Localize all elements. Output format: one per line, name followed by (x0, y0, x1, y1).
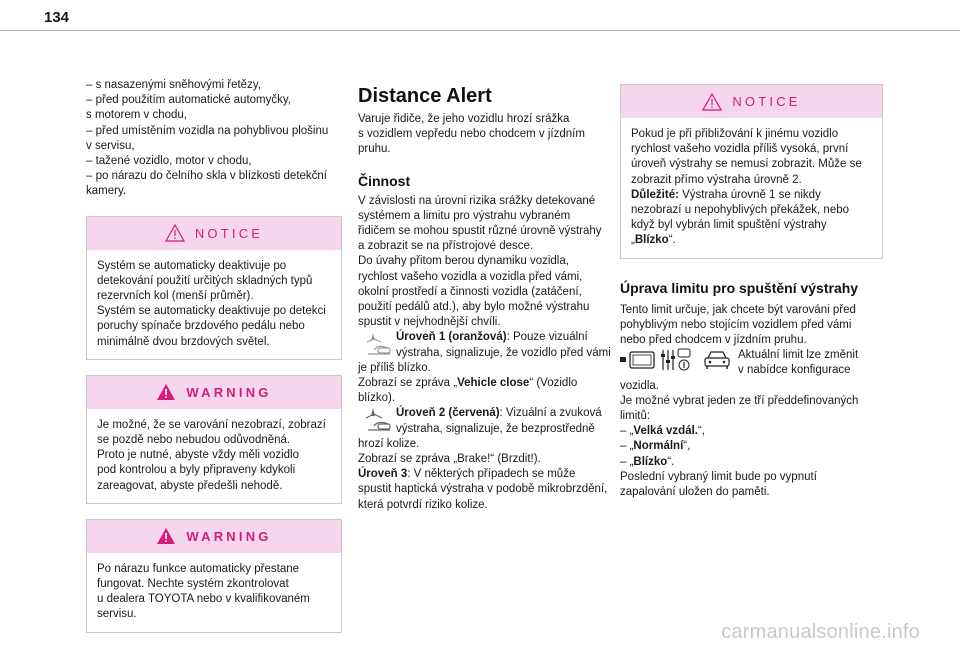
warning-triangle-icon (156, 527, 176, 545)
quote-open: „ (631, 234, 635, 247)
intro-line: s vozidlem vepředu nebo chodcem v jízdním (358, 128, 585, 141)
option-far: Velká vzdál. (633, 425, 698, 438)
notice-line: Pokud je při přibližování k jinému vozidlo (631, 128, 839, 140)
level2-label: Úroveň 2 (červená) (396, 407, 500, 420)
level3-line (358, 467, 616, 482)
notice-line: zobrazit přímo výstraha úrovně 2. (631, 173, 802, 186)
notice-title: NOTICE (194, 225, 264, 241)
warning-box (86, 519, 342, 633)
body-line: Je možné vybrat jeden ze tří předdefinovaných (620, 394, 859, 407)
warning-line: u dealera TOYOTA nebo v kvalifikovaném (97, 593, 310, 606)
intro-line: nebo před chodcem v jízdním pruhu. (620, 334, 807, 347)
warning-line: Je možné, že se varování nezobrazí, zobrazí (97, 418, 326, 431)
warning-body (87, 553, 341, 632)
conditions-list (86, 78, 342, 200)
warning-line: servisu. (97, 608, 137, 621)
intro-line: Tento limit určuje, jak chcete být varováni před (620, 303, 856, 316)
notice-line (631, 233, 872, 248)
warning-line: zareagovat, abyste předešli nehodě. (97, 479, 283, 492)
msg-prefix: Zobrazí se zpráva „ (358, 377, 458, 390)
quote-close: “. (668, 234, 676, 247)
config-icons (620, 348, 732, 372)
level1-line: blízko). (358, 392, 396, 405)
level1-label: Úroveň 1 (oranžová) (396, 331, 507, 344)
warning-box (86, 375, 342, 504)
notice-line: nezobrazí u nepohyblivých překážek, nebo (631, 204, 850, 217)
level1-message (358, 376, 616, 391)
level2-text: : Vizuální a zvuková (499, 407, 602, 420)
warning-header (87, 376, 341, 409)
notice-triangle-icon (702, 93, 722, 111)
body-line: použití pedálů atd.), aby bylo možné výstrahu (358, 301, 590, 314)
section-intro (358, 112, 616, 158)
page-number: 134 (44, 9, 70, 26)
operation-text (358, 194, 616, 513)
option-item: – „Normální“, (620, 440, 691, 453)
car-front-icon (702, 349, 732, 371)
limit-text (620, 303, 883, 501)
body-line: Do úvahy přitom berou dynamiku vozidla, (358, 255, 569, 268)
level2-line: výstraha, signalizuje, že bezprostředně (396, 422, 595, 435)
warning-title: WARNING (186, 384, 272, 400)
warning-body (87, 409, 341, 503)
icon-text: v nabídce konfigurace (738, 364, 851, 377)
body-line: systémem a limitu pro výstrahu vybraném (358, 209, 571, 222)
icon-text: Aktuální limit lze změnit (738, 349, 859, 362)
option-close: Blízko (634, 234, 669, 247)
msg-suffix: “ (Vozidlo (529, 377, 578, 390)
level1-line: výstraha, signalizuje, že vozidlo před vámi (396, 346, 611, 359)
top-rule (0, 30, 960, 31)
list-item: s motorem v chodu, (86, 109, 187, 122)
section-title: Distance Alert (358, 85, 492, 107)
notice-body (621, 118, 882, 258)
notice-line: poruchy spínače brzdového pedálu nebo (97, 320, 305, 333)
list-item: v servisu, (86, 139, 135, 152)
distance-alert-level1-icon (364, 330, 392, 358)
body-line: Poslední vybraný limit bude po vypnutí (620, 470, 817, 483)
level1-line (358, 330, 616, 345)
msg-vehicle-close: Vehicle close (457, 377, 530, 390)
body-line: vozidla. (620, 379, 659, 392)
column-left (86, 78, 342, 633)
notice-line: rezervních kol (menší průměr). (97, 290, 254, 303)
notice-header (621, 85, 882, 118)
notice-triangle-icon (165, 224, 185, 242)
subsection-title: Činnost (358, 172, 411, 189)
list-item: – před umístěním vozidla na pohyblivou plošinu (86, 124, 329, 137)
warning-title: WARNING (186, 528, 272, 544)
list-item: – po nárazu do čelního skla v blízkosti detekční (86, 170, 328, 183)
intro-line: pruhu. (358, 143, 391, 156)
distance-alert-level2-icon (364, 406, 392, 434)
level3-line: která potvrdí riziko kolize. (358, 498, 488, 511)
body-line: okolní prostředí a činnosti vozidla (zatáčení, (358, 285, 582, 298)
important-text: Výstraha úrovně 1 se nikdy (678, 188, 821, 201)
list-item: – s nasazenými sněhovými řetězy, (86, 79, 261, 91)
column-middle (358, 84, 616, 513)
watermark: carmanualsonline.info (721, 621, 920, 643)
intro-line: Varuje řidiče, že jeho vozidlu hrozí srážka (358, 113, 570, 125)
level3-text: : V některých případech se může (407, 468, 576, 481)
option-item: – „Velká vzdál.“, (620, 425, 706, 438)
intro-line: pohyblivým nebo stojícím vozidlem před vámi (620, 318, 852, 331)
body-line: a zobrazit se na přístrojové desce. (358, 240, 534, 253)
notice-title: NOTICE (732, 94, 801, 109)
warning-header (87, 520, 341, 553)
level3-line: spustit haptická výstraha v podobě mikrobrzdění, (358, 483, 608, 496)
subsection-title: Úprava limitu pro spuštění výstrahy (620, 279, 859, 296)
body-line: limitů: (620, 410, 651, 423)
notice-header (87, 217, 341, 250)
touchscreen-icon (620, 349, 656, 371)
body-line: spustit v nejvhodnější chvíli. (358, 316, 501, 329)
body-line: rychlost vašeho vozidla a vozidla před vámi, (358, 270, 583, 283)
notice-line: úroveň výstrahy se nemusí zobrazit. Může se (631, 158, 862, 171)
column-right (620, 78, 883, 500)
warning-triangle-icon (156, 383, 176, 401)
notice-important (631, 188, 872, 203)
level2-message: Zobrazí se zpráva „Brake!“ (Brzdit!). (358, 453, 541, 466)
list-item: kamery. (86, 185, 127, 198)
warning-line: Po nárazu funkce automaticky přestane (97, 562, 300, 575)
body-line: řidičem se mohou spustit různé úrovně výstrahy (358, 225, 602, 238)
level2-line: hrozí kolize. (358, 437, 420, 450)
notice-line: Systém se automaticky deaktivuje po detekci (97, 305, 326, 318)
level2-line (358, 406, 616, 421)
body-line: V závislosti na úrovni rizika srážky detekované (358, 194, 596, 207)
notice-line: minimálně dvou brzdových světel. (97, 335, 270, 348)
warning-line: pod kontrolou a byly připraveny kdykoli (97, 464, 296, 477)
level1-text: : Pouze vizuální (506, 331, 588, 344)
notice-body (87, 250, 341, 359)
list-item: – tažené vozidlo, motor v chodu, (86, 155, 252, 168)
notice-box (620, 84, 883, 259)
notice-line: Systém se automaticky deaktivuje po (97, 259, 287, 272)
notice-line: když byl vybrán limit spuštění výstrahy (631, 219, 827, 232)
option-close: Blízko (633, 455, 668, 468)
option-item: – „Blízko“. (620, 455, 675, 468)
notice-line: detekování použití určitých skladných typů (97, 274, 313, 287)
list-item: – před použitím automatické automyčky, (86, 94, 291, 107)
level3-label: Úroveň 3 (358, 468, 408, 481)
notice-box (86, 216, 342, 360)
important-label: Důležité: (631, 188, 679, 201)
body-line: zapalování uložen do paměti. (620, 486, 770, 499)
warning-line: Proto je nutné, abyste vždy měli vozidlo (97, 449, 299, 462)
settings-sliders-icon (660, 348, 692, 372)
option-normal: Normální (633, 440, 684, 453)
warning-line: se pozdě nebo nebudou odůvodněná. (97, 434, 291, 447)
notice-line: rychlost vašeho vozidla příliš vysoká, první (631, 143, 849, 156)
level1-line: je příliš blízko. (358, 361, 431, 374)
warning-line: fungovat. Nechte systém zkontrolovat (97, 578, 289, 591)
